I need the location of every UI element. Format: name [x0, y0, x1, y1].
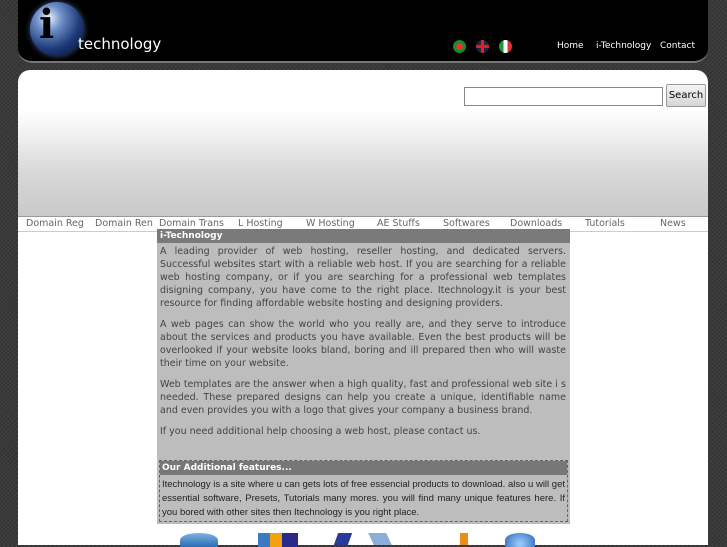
flag-italy-icon[interactable]	[499, 40, 512, 53]
header-bar	[18, 0, 708, 63]
menu-domain-trans[interactable]: Domain Trans	[159, 218, 224, 229]
logo-letter: i	[39, 1, 55, 48]
menu-domain-reg[interactable]: Domain Reg	[26, 218, 84, 229]
section-title: i-Technology	[157, 229, 570, 243]
intro-paragraph: A leading provider of web hosting, reseller hosting, and dedicated servers. Successful websites start with a reliable web host. If you are searching for a reliable web hosting company, or if you are searching for a professional web templates disigning company, you have come to the right place. Itechnology.it is your best resource for finding affordable website hosting and designing providers.	[160, 246, 566, 309]
menu-w-hosting[interactable]: W Hosting	[306, 218, 355, 229]
search-button[interactable]: Search	[666, 84, 706, 107]
menu-domain-ren[interactable]: Domain Ren	[95, 218, 153, 229]
banner-panel	[18, 70, 708, 216]
features-title: Our Additional features...	[160, 461, 567, 475]
menu-news[interactable]: News	[660, 218, 686, 229]
pencil-icon[interactable]	[460, 533, 468, 545]
web-pages-paragraph: A web pages can show the world who you really are, and they serve to introduce about the services and products you have available. Even the best products will be overlooked if your website looks bland, boring and ill prepared then who will waste their time on your website.	[160, 319, 566, 369]
menu-softwares[interactable]: Softwares	[443, 218, 490, 229]
features-box	[159, 460, 568, 522]
contact-paragraph: If you need additional help choosing a web host, please contact us.	[160, 426, 481, 437]
logo-text[interactable]: technology	[78, 35, 162, 53]
flag-uk-icon[interactable]	[476, 40, 489, 53]
nav-contact-link[interactable]: Contact	[660, 41, 696, 51]
nav-itechnology-link[interactable]: i-Technology	[596, 41, 652, 51]
nav-home-link[interactable]: Home	[557, 41, 584, 51]
menu-tutorials[interactable]: Tutorials	[585, 218, 625, 229]
web-templates-paragraph: Web templates are the answer when a high quality, fast and professional web site i s needed. These prepared designs can help you create a unique, identifiable name and even provides you with a logo that gives your company a business brand.	[160, 379, 566, 416]
menu-downloads[interactable]: Downloads	[510, 218, 563, 229]
menu-ae-stuffs[interactable]: AE Stuffs	[377, 218, 420, 229]
content-column	[157, 229, 570, 524]
search-input[interactable]	[464, 87, 663, 106]
menu-l-hosting[interactable]: L Hosting	[238, 218, 283, 229]
flag-portugal-icon[interactable]	[453, 40, 466, 53]
features-text: Itechnology is a site where u can gets lots of free essencial products to download. also u will get essential software, Presets, Tutorials many mores. you will find many unique features here. If you bored with other sites then Itechnology is you right place.	[162, 479, 565, 518]
